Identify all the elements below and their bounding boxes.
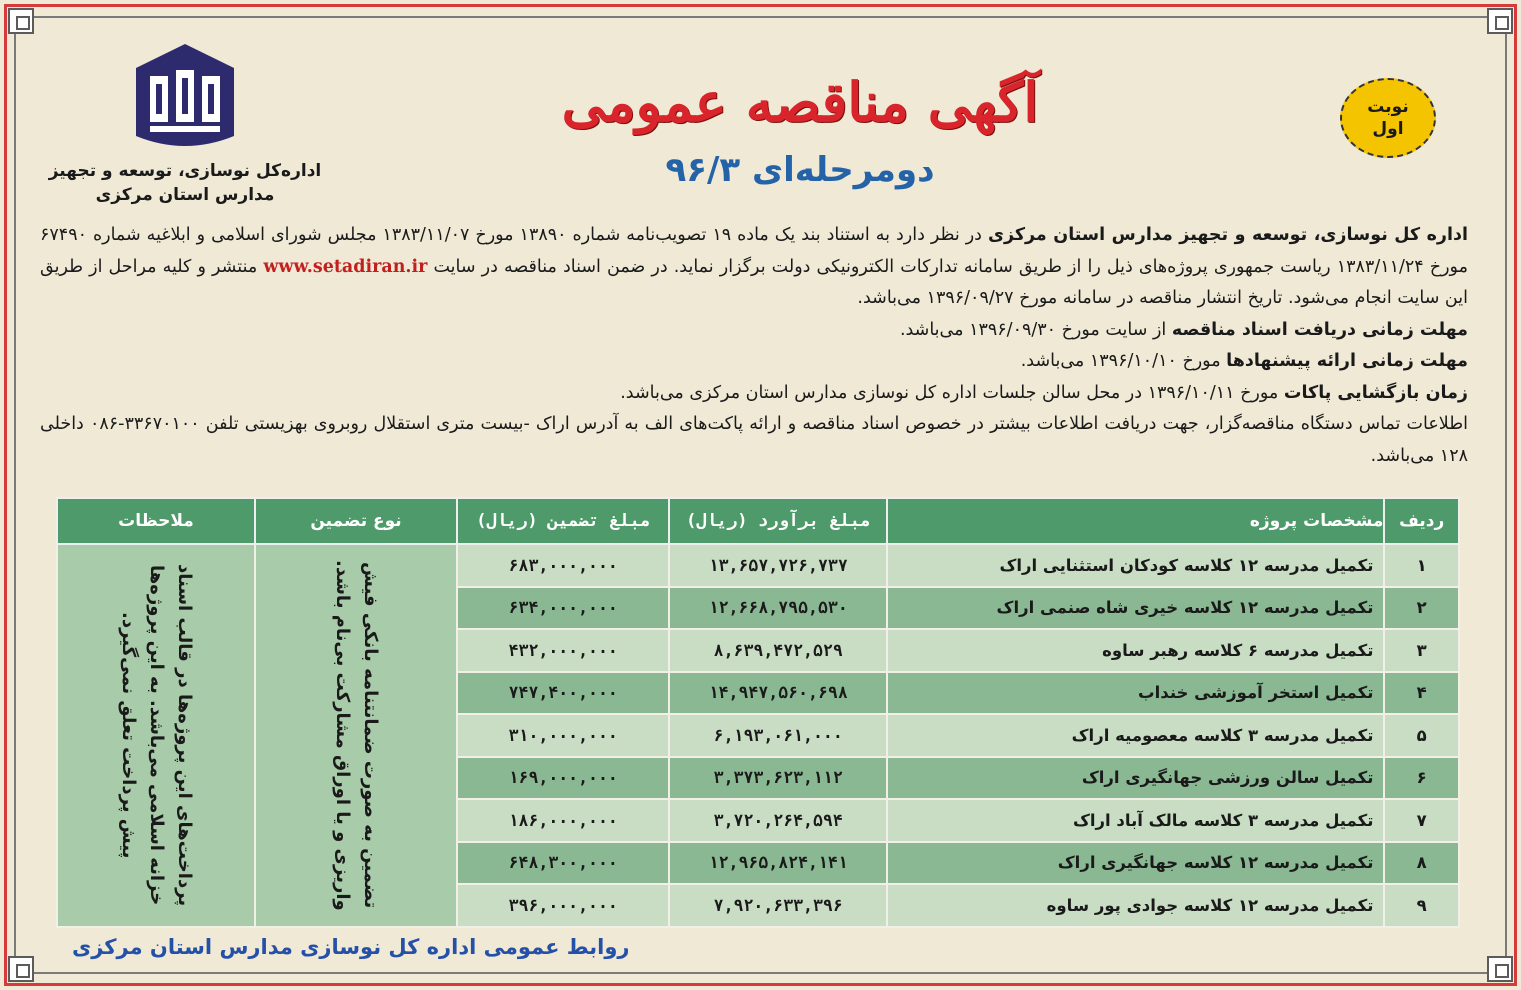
organization-name-line1: اداره‌کل نوسازی، توسعه‌ و تجهیز <box>48 161 322 181</box>
stamp-line2: اول <box>1372 119 1404 139</box>
document-deadline-label: مهلت زمانی دریافت اسناد مناقصه <box>1171 319 1468 340</box>
website-link[interactable]: www.setadiran.ir <box>263 256 428 277</box>
cell-rank: ۱ <box>1384 544 1459 587</box>
header-notes: ملاحظات <box>57 498 255 544</box>
corner-ornament <box>8 8 34 34</box>
cell-estimate: ۱۴,۹۴۷,۵۶۰,۶۹۸ <box>669 672 887 715</box>
cell-spec: تکمیل مدرسه ۱۲ کلاسه خیری شاه صنمی اراک <box>887 587 1384 630</box>
cell-spec: تکمیل مدرسه ۳ کلاسه معصومیه اراک <box>887 714 1384 757</box>
corner-ornament <box>1487 956 1513 982</box>
cell-rank: ۲ <box>1384 587 1459 630</box>
cell-guarantee: ۶۸۳,۰۰۰,۰۰۰ <box>457 544 669 587</box>
cell-rank: ۹ <box>1384 884 1459 927</box>
organization-logo-block <box>40 40 330 220</box>
cell-estimate: ۳,۳۷۳,۶۲۳,۱۱۲ <box>669 757 887 800</box>
cell-spec: تکمیل مدرسه ۱۲ کلاسه جوادی پور ساوه <box>887 884 1384 927</box>
cell-estimate: ۱۲,۹۶۵,۸۲۴,۱۴۱ <box>669 842 887 885</box>
cell-spec: تکمیل مدرسه ۶ کلاسه رهبر ساوه <box>887 629 1384 672</box>
cell-guarantee: ۳۹۶,۰۰۰,۰۰۰ <box>457 884 669 927</box>
cell-estimate: ۱۳,۶۵۷,۷۲۶,۷۳۷ <box>669 544 887 587</box>
cell-spec: تکمیل مدرسه ۱۲ کلاسه جهانگیری اراک <box>887 842 1384 885</box>
header-guarantee-type: نوع تضمین <box>255 498 457 544</box>
header-rank: ردیف <box>1384 498 1459 544</box>
document-deadline <box>40 315 1468 347</box>
proposal-deadline <box>40 346 1468 378</box>
projects-table <box>56 497 1460 928</box>
cell-guarantee: ۱۶۹,۰۰۰,۰۰۰ <box>457 757 669 800</box>
cell-notes <box>57 544 255 927</box>
announcement-body <box>40 220 1468 472</box>
intro-lead: اداره کل نوسازی، توسعه و تجهیز مدارس استان مرکزی <box>987 225 1468 245</box>
cell-spec: تکمیل مدرسه ۱۲ کلاسه کودکان استثنایی اراک <box>887 544 1384 587</box>
corner-ornament <box>1487 8 1513 34</box>
cell-rank: ۶ <box>1384 757 1459 800</box>
cell-guarantee: ۶۴۸,۳۰۰,۰۰۰ <box>457 842 669 885</box>
public-relations-signature: روابط عمومی اداره کل نوسازی مدارس استان مرکزی <box>72 935 630 959</box>
opening-time-label: زمان بازگشایی پاکات <box>1283 382 1468 403</box>
guarantee-type-text: تضمین به صورت ضمانتنامه بانکی فیش واریزی و یا اوراق مشارکت بی‌نام باشد. <box>332 559 381 911</box>
cell-guarantee-type <box>255 544 457 927</box>
cell-estimate: ۳,۷۲۰,۲۶۴,۵۹۴ <box>669 799 887 842</box>
notes-text: پرداخت‌های این پروژه‌ها در قالب اسناد خزانه اسلامی می‌باشد. به این پروژه‌ها پیش پرداخت تعلق نمی‌گیرد. <box>117 564 195 907</box>
cell-estimate: ۸,۶۳۹,۴۷۲,۵۲۹ <box>669 629 887 672</box>
cell-estimate: ۶,۱۹۳,۰۶۱,۰۰۰ <box>669 714 887 757</box>
intro-paragraph <box>40 220 1468 315</box>
page-subtitle: دومرحله‌ای ۹۶/۳ <box>665 150 935 190</box>
cell-estimate: ۷,۹۲۰,۶۳۳,۳۹۶ <box>669 884 887 927</box>
cell-spec: تکمیل مدرسه ۳ کلاسه مالک آباد اراک <box>887 799 1384 842</box>
header-spec: مشخصات پروژه <box>887 498 1384 544</box>
opening-time <box>40 378 1468 410</box>
opening-time-text: مورخ ۱۳۹۶/۱۰/۱۱ در محل سالن جلسات اداره کل نوسازی مدارس استان مرکزی می‌باشد. <box>620 382 1284 403</box>
cell-rank: ۵ <box>1384 714 1459 757</box>
cell-spec: تکمیل استخر آموزشی خنداب <box>887 672 1384 715</box>
organization-name-line2: مدارس استان مرکزی <box>95 185 275 205</box>
organization-name <box>40 159 330 207</box>
table-row <box>57 544 1459 587</box>
document-deadline-text: از سایت مورخ ۱۳۹۶/۰۹/۳۰ می‌باشد. <box>899 319 1172 340</box>
cell-guarantee: ۷۴۷,۴۰۰,۰۰۰ <box>457 672 669 715</box>
cell-rank: ۳ <box>1384 629 1459 672</box>
organization-logo-icon <box>130 40 240 155</box>
proposal-deadline-text: مورخ ۱۳۹۶/۱۰/۱۰ می‌باشد. <box>1020 351 1227 371</box>
header-estimate: مبلغ برآورد (ریال) <box>669 498 887 544</box>
cell-rank: ۴ <box>1384 672 1459 715</box>
cell-estimate: ۱۲,۶۶۸,۷۹۵,۵۳۰ <box>669 587 887 630</box>
proposal-deadline-label: مهلت زمانی ارائه پیشنهادها <box>1226 351 1468 371</box>
cell-guarantee: ۱۸۶,۰۰۰,۰۰۰ <box>457 799 669 842</box>
stamp-line1: نوبت <box>1367 97 1409 117</box>
cell-rank: ۷ <box>1384 799 1459 842</box>
cell-guarantee: ۳۱۰,۰۰۰,۰۰۰ <box>457 714 669 757</box>
cell-guarantee: ۶۳۴,۰۰۰,۰۰۰ <box>457 587 669 630</box>
corner-ornament <box>8 956 34 982</box>
cell-spec: تکمیل سالن ورزشی جهانگیری اراک <box>887 757 1384 800</box>
cell-rank: ۸ <box>1384 842 1459 885</box>
cell-guarantee: ۴۳۲,۰۰۰,۰۰۰ <box>457 629 669 672</box>
notice-round-stamp <box>1340 78 1436 158</box>
intro-text: در نظر دارد به استناد بند یک ماده ۱۹ تصویب‌نامه شماره ۱۳۸۹۰ مورخ ۱۳۸۳/۱۱/۰۷ مجلس شورای اسلامی و ابلاغیه شماره ۶۷۴۹۰ مورخ ۱۳۸۳/۱۱/۲۴ ریاست جمهوری پروژه‌های ذیل را از طریق سامانه تدارکات الکترونیکی دولت برگزار نماید. در ضمن اسناد مناقصه در سایت <box>40 225 1468 277</box>
intro-tail: منتشر و کلیه مراحل از طریق این سایت انجام می‌شود. تاریخ انتشار مناقصه در سامانه مورخ ۱۳۹۶/۰۹/۲۷ می‌باشد. <box>40 256 1468 308</box>
contact-info: اطلاعات تماس دستگاه مناقصه‌گزار، جهت دریافت اطلاعات بیشتر در خصوص اسناد مناقصه و ارائه پاکت‌های الف به آدرس اراک -بیست متری استقلال روبروی بهزیستی تلفن ۳۳۶۷۰۱۰۰-۰۸۶ داخلی ۱۲۸ می‌باشد. <box>40 414 1468 466</box>
page-title: آگهی مناقصه عمومی <box>561 70 1039 134</box>
header-guarantee: مبلغ تضمین (ریال) <box>457 498 669 544</box>
table-header-row <box>57 498 1459 544</box>
